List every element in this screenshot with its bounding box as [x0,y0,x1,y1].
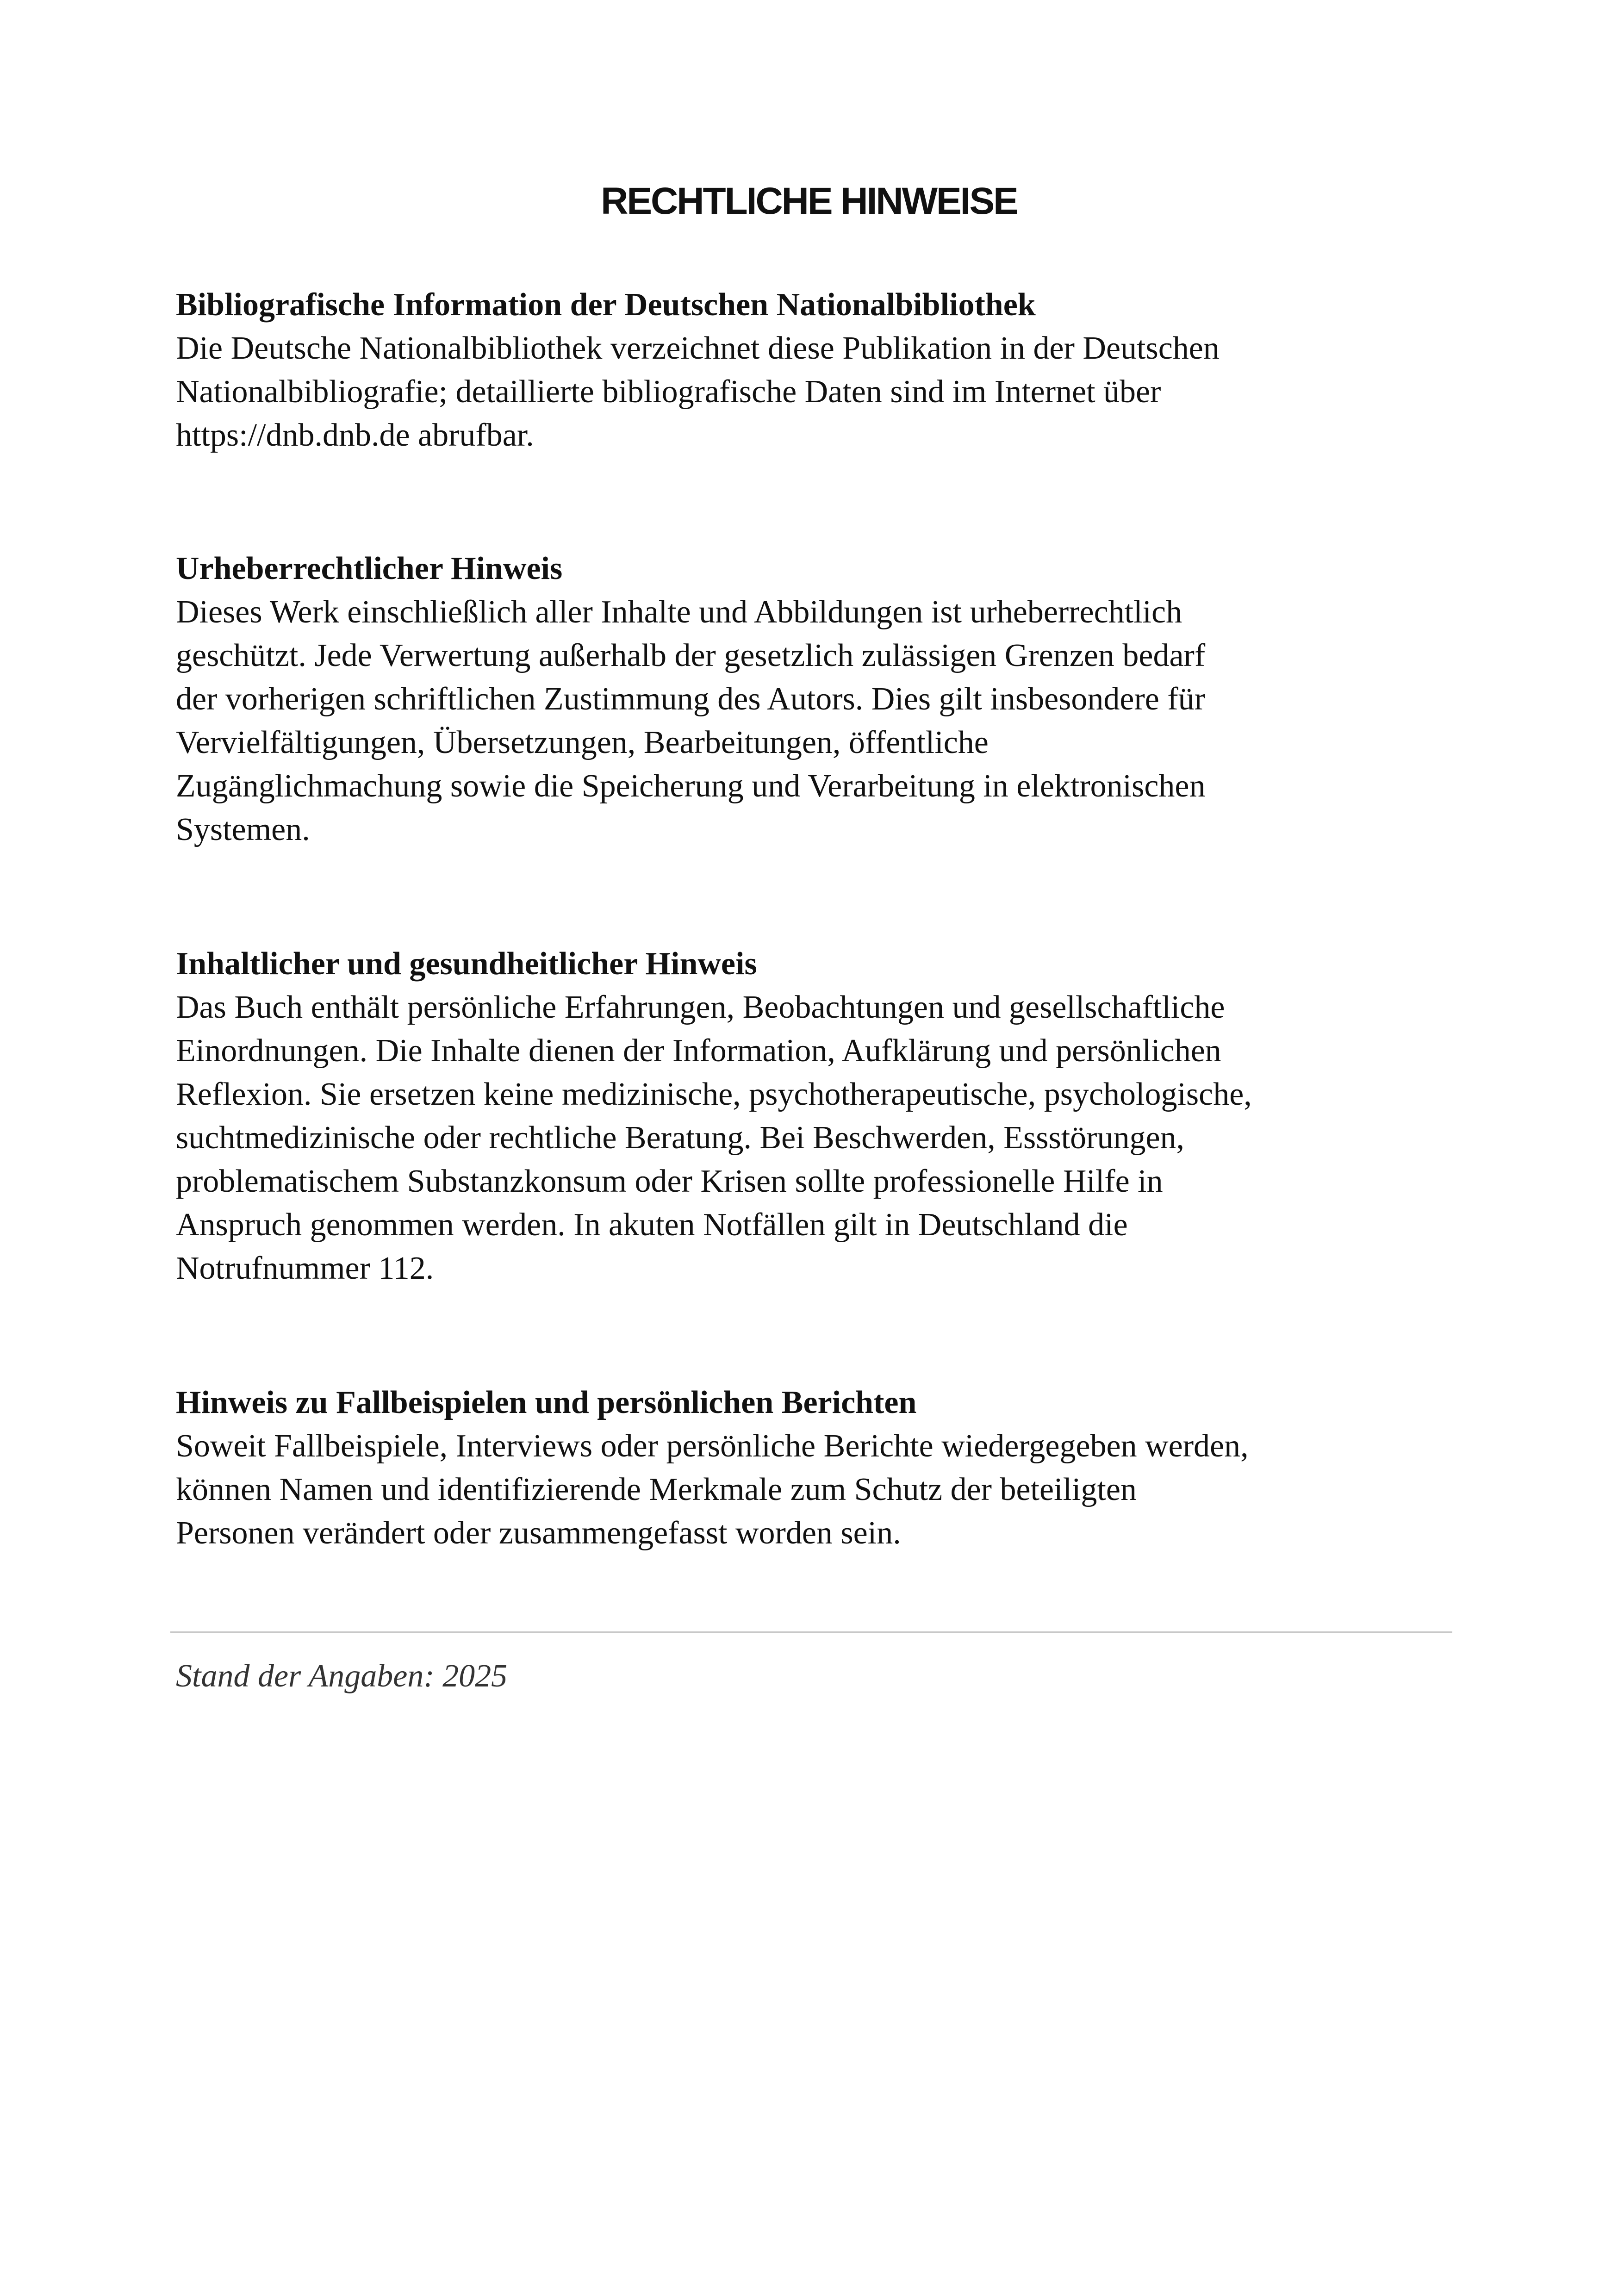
section-case-examples-notice [176,1381,1462,1555]
section-copyright-notice [176,547,1462,852]
body-line: Soweit Fallbeispiele, Interviews oder persönliche Berichte wiedergegeben werden, [176,1428,1249,1464]
divider [170,1631,1452,1633]
body-line: Personen verändert oder zusammengefasst worden sein. [176,1515,901,1551]
body-line: https://dnb.dnb.de abrufbar. [176,417,534,453]
body-line: Systemen. [176,812,310,847]
body-line: Zugänglichmachung sowie die Speicherung und Verarbeitung in elektronischen [176,768,1206,804]
page-title: RECHTLICHE HINWEISE [601,180,1017,222]
section-content-health-notice [176,942,1462,1290]
body-line: geschützt. Jede Verwertung außerhalb der gesetzlich zulässigen Grenzen bedarf [176,638,1206,673]
body-line: Einordnungen. Die Inhalte dienen der Information, Aufklärung und persönlichen [176,1033,1221,1069]
body-line: können Namen und identifizierende Merkmale zum Schutz der beteiligten [176,1472,1137,1507]
section-bibliographic-information [176,283,1462,457]
section-body [176,327,1462,457]
body-line: Nationalbibliografie; detaillierte bibliografische Daten sind im Internet über [176,374,1161,410]
body-line: problematischem Substanzkonsum oder Krisen sollte professionelle Hilfe in [176,1164,1163,1199]
body-line: Vervielfältigungen, Übersetzungen, Bearbeitungen, öffentliche [176,725,989,760]
body-line: Das Buch enthält persönliche Erfahrungen, Beobachtungen und gesellschaftliche [176,989,1225,1025]
body-line: Reflexion. Sie ersetzen keine medizinische, psychotherapeutische, psychologische, [176,1076,1252,1112]
body-line: Notrufnummer 112. [176,1251,434,1286]
section-heading: Bibliografische Information der Deutschen Nationalbibliothek [176,287,1036,323]
section-body [176,591,1462,852]
body-line: Dieses Werk einschließlich aller Inhalte und Abbildungen ist urheberrechtlich [176,594,1182,630]
section-heading: Inhaltlicher und gesundheitlicher Hinweis [176,946,757,982]
body-line: Anspruch genommen werden. In akuten Notfällen gilt in Deutschland die [176,1207,1128,1243]
section-body [176,986,1462,1290]
section-heading: Hinweis zu Fallbeispielen und persönlichen Berichten [176,1385,917,1420]
footer-date-note: Stand der Angaben: 2025 [176,1658,508,1694]
body-line: suchtmedizinische oder rechtliche Beratung. Bei Beschwerden, Essstörungen, [176,1120,1185,1156]
section-heading: Urheberrechtlicher Hinweis [176,551,563,586]
body-line: Die Deutsche Nationalbibliothek verzeichnet diese Publikation in der Deutschen [176,330,1220,366]
section-body [176,1425,1462,1555]
body-line: der vorherigen schriftlichen Zustimmung des Autors. Dies gilt insbesondere für [176,681,1205,717]
